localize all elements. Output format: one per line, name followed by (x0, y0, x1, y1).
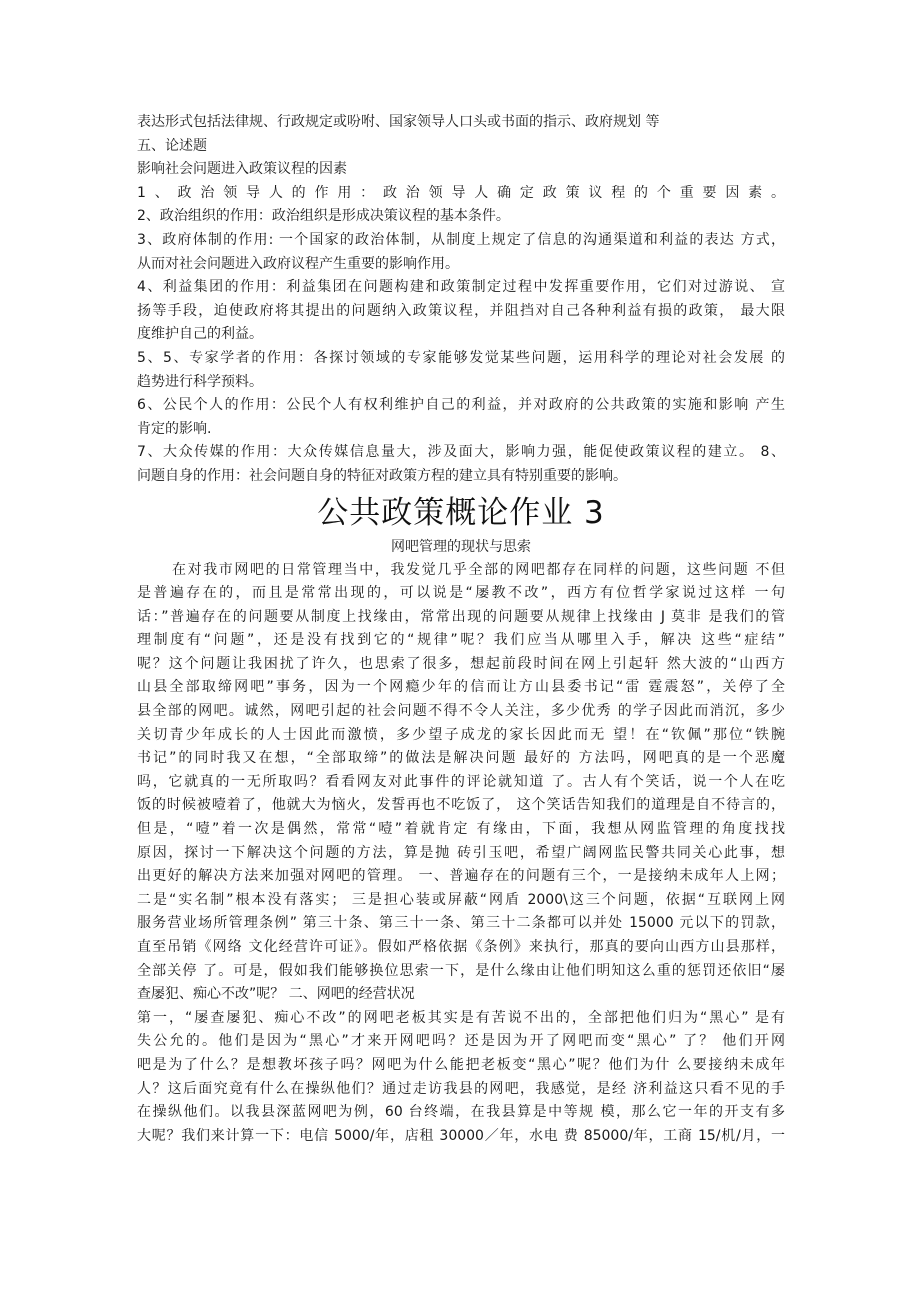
paragraph-line: 但是，“噎”着一次是偶然，常常“噎”着就肯定 有缘由，下面，我想从网监管理的角度找找 (137, 821, 785, 838)
paragraph-line: 县全部的网吧。诚然，网吧引起的社会问题不得不令人关注，多少优秀 的学子因此而消沉，多少 (137, 703, 785, 720)
document-title: 公共政策概论作业 3 (317, 494, 605, 531)
paragraph-line: 呢？这个问题让我困扰了许久，也思索了很多，想起前段时间在网上引起轩 然大波的“山西方 (137, 655, 785, 672)
list-item: 从而对社会问题进入政府议程产生重要的影响作用。 (137, 255, 459, 272)
paragraph-line: 关切青少年成长的人士因此而激愤，多少望子成龙的家长因此而无 望！在“钦佩”那位“铁腕 (137, 726, 785, 743)
paragraph-line: 吗，它就真的一无所取吗？看看网友对此事件的评论就知道 了。古人有个笑话，说一个人在吃 (137, 773, 785, 790)
list-item: 3、政府体制的作用: 一个国家的政治体制，从制度上规定了信息的沟通渠道和利益的表达 方式， (137, 231, 785, 248)
list-item: 度维护自己的利益。 (137, 326, 263, 343)
list-item: 趋势进行科学预料。 (137, 373, 263, 390)
document-subtitle: 网吧管理的现状与思索 (391, 538, 531, 555)
paragraph-line: 饭的时候被噎着了，他就大为恼火，发誓再也不吃饭了， 这个笑话告知我们的道理是自不待言的， (137, 797, 785, 814)
paragraph-line: 书记”的同时我又在想，“全部取缔”的做法是解决问题 最好的 方法吗，网吧真的是一个恶魔 (137, 750, 785, 767)
paragraph-line: 吧是为了什么？是想教坏孩子吗？网吧为什么能把老板变“黑心”呢？他们为什 么要接纳未成年 (137, 1056, 785, 1073)
list-item: 肯定的影响. (137, 420, 212, 437)
question-title: 影响社会问题进入政策议程的因素 (137, 161, 347, 178)
list-item: 1、政治领导人的作用：政治领导人确定政策议程的个重要因素。 (137, 184, 785, 201)
paragraph-line: 在操纵他们。以我县深蓝网吧为例，60 台终端，在我县算是中等规 模，那么它一年的开支有多 (137, 1104, 785, 1121)
paragraph-line: 查屡犯、痴心不改”呢？ 二、网吧的经营状况 (137, 986, 415, 1003)
section-heading: 五、论述题 (137, 137, 207, 154)
paragraph-line: 话：”普遍存在的问题要从制度上找缘由，常常出现的问题要从规律上找缘由 J 莫非 是我们的管 (137, 608, 785, 625)
paragraph-line: 直至吊销《网络 文化经营许可证》。假如严格依据《条例》来执行，那真的要向山西方山县那样， (137, 939, 785, 955)
document-page (137, 111, 785, 1148)
list-item: 2、政治组织的作用：政治组织是形成决策议程的基本条件。 (137, 208, 510, 225)
paragraph-line: 大呢？我们来计算一下：电信 5000/年，店租 30000／年，水电 费 85000/年，工商 15/机/月，一 (137, 1127, 785, 1144)
paragraph-line: 山县全部取缔网吧”事务，因为一个网瘾少年的信而让方山县委书记“雷 霆震怒”，关停了全 (137, 679, 785, 696)
paragraph-line: 理制度有“问题”，还是没有找到它的“规律”呢？我们应当从哪里入手，解决 这些“症结” (137, 632, 785, 649)
paragraph-line: 人？这后面究竟有什么在操纵他们？通过走访我县的网吧，我感觉，是经 济利益这只看不见的手 (137, 1080, 785, 1097)
paragraph-line: 出更好的解决方法来加强对网吧的管理。 一、普遍存在的问题有三个，一是接纳未成年人上网； (137, 868, 785, 885)
paragraph-line: 服务营业场所管理条例” 第三十条、第三十一条、第三十二条都可以并处 15000 元以下的罚款， (137, 915, 785, 932)
paragraph-line: 是普遍存在的，而且是常常出现的，可以说是“屡教不改”，西方有位哲学家说过这样 一句 (137, 585, 785, 602)
list-item: 6、公民个人的作用：公民个人有权利维护自己的利益，并对政府的公共政策的实施和影响 产生 (137, 397, 785, 414)
text-line: 表达形式包括法律规、行政规定或吩咐、国家领导人口头或书面的指示、政府规划 等 (137, 114, 660, 130)
paragraph-line: 原因，探讨一下解决这个问题的方法，算是抛 砖引玉吧，希望广阔网监民警共同关心此事，想 (137, 844, 785, 861)
paragraph-line: 全部关停 了。可是，假如我们能够换位思索一下，是什么缘由让他们明知这么重的惩罚还依旧“屡 (137, 962, 785, 979)
list-item: 7、大众传媒的作用：大众传媒信息量大，涉及面大，影响力强，能促使政策议程的建立。 8、 (137, 444, 785, 461)
list-item: 扬等手段，迫使政府将其提出的问题纳入政策议程，并阻挡对自己各种利益有损的政策， 最大限 (137, 302, 785, 319)
paragraph-line: 第一，“屡查屡犯、痴心不改”的网吧老板其实是有苦说不出的，全部把他们归为“黑心” 是有 (137, 1009, 785, 1026)
paragraph-line: 二是“实名制”根本没有落实； 三是担心装或屏蔽“网盾 2000\这三个问题，依据“互联网上网 (137, 891, 785, 908)
list-item: 5、5、专家学者的作用：各探讨领域的专家能够发觉某些问题，运用科学的理论对社会发展 的 (137, 349, 785, 366)
list-item: 4、利益集团的作用：利益集团在问题构建和政策制定过程中发挥重要作用，它们对过游说、 宣 (137, 279, 785, 296)
paragraph-line: 失公允的。他们是因为“黑心”才来开网吧吗？还是因为开了网吧而变“黑心” 了？ 他们开网 (137, 1033, 785, 1050)
list-item: 问题自身的作用：社会问题自身的特征对政策方程的建立具有特别重要的影响。 (137, 467, 627, 484)
paragraph-line: 在对我市网吧的日常管理当中，我发觉几乎全部的网吧都存在同样的问题，这些问题 不但 (172, 561, 785, 578)
